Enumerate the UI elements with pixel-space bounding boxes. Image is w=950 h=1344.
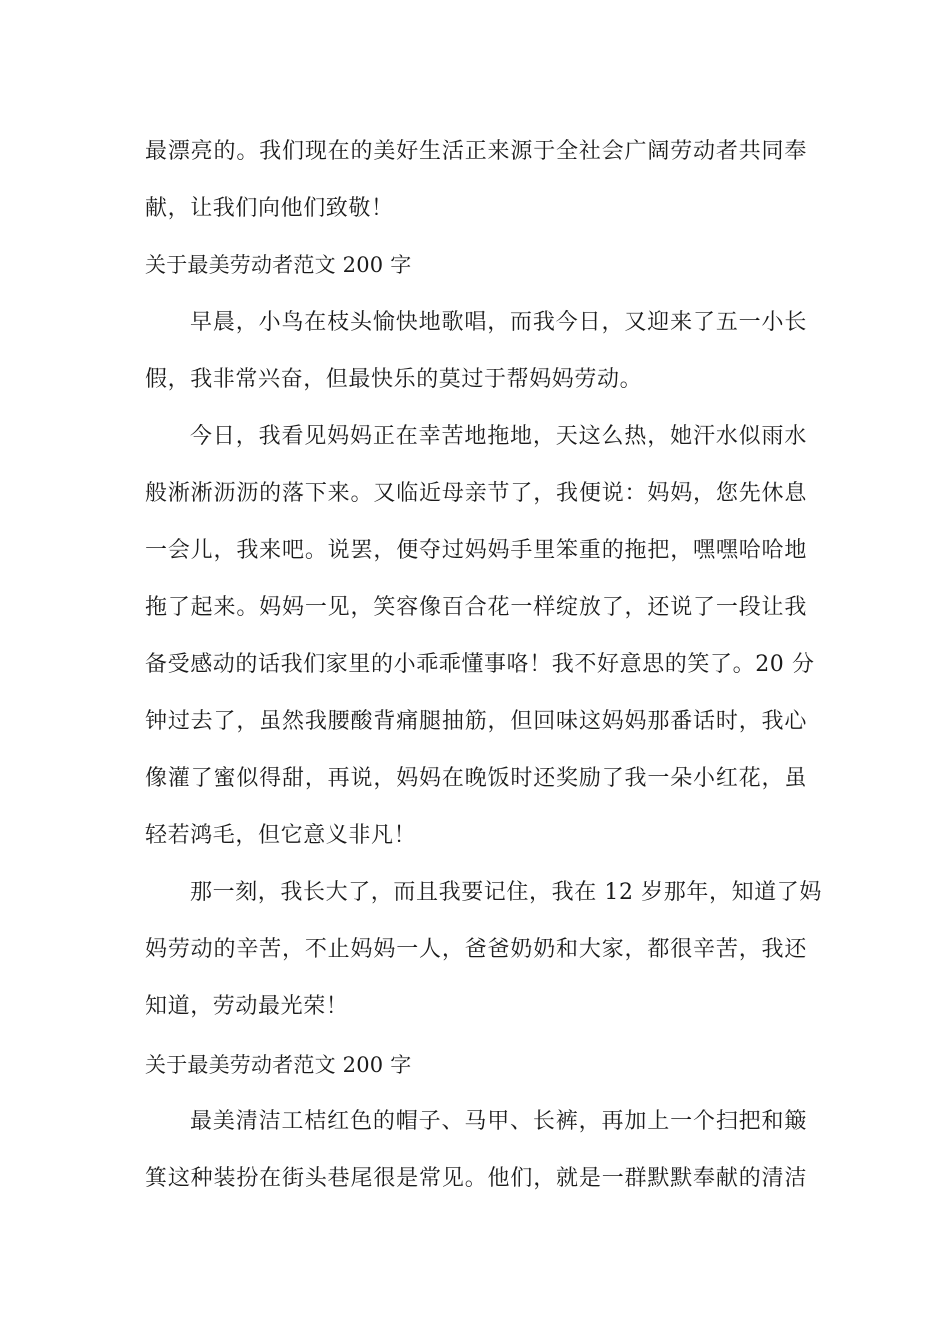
paragraph-line: 钟过去了，虽然我腰酸背痛腿抽筋，但回味这妈妈那番话时，我心 [145,709,807,734]
paragraph-line: 一会儿，我来吧。说罢，便夺过妈妈手里笨重的拖把，嘿嘿哈哈地 [145,538,807,563]
section-heading: 关于最美劳动者范文 200 字 [145,1053,412,1077]
paragraph-line: 备受感动的话我们家里的小乖乖懂事咯！我不好意思的笑了。20 分 [145,652,815,677]
paragraph-line: 像灌了蜜似得甜，再说，妈妈在晚饭时还奖励了我一朵小红花，虽 [145,766,807,791]
paragraph-line: 最美清洁工桔红色的帽子、马甲、长裤，再加上一个扫把和簸 [190,1109,807,1134]
paragraph-line: 轻若鸿毛，但它意义非凡！ [145,823,417,848]
paragraph-line: 早晨，小鸟在枝头愉快地歌唱，而我今日，又迎来了五一小长 [190,310,807,335]
section-heading: 关于最美劳动者范文 200 字 [145,253,412,277]
paragraph-line: 妈劳动的辛苦，不止妈妈一人，爸爸奶奶和大家，都很辛苦，我还 [145,937,807,962]
paragraph-line: 箕这种装扮在街头巷尾很是常见。他们，就是一群默默奉献的清洁 [145,1166,807,1191]
paragraph-line: 知道，劳动最光荣！ [145,994,349,1019]
paragraph-line: 最漂亮的。我们现在的美好生活正来源于全社会广阔劳动者共同奉 [145,139,807,164]
paragraph-line: 般淅淅沥沥的落下来。又临近母亲节了，我便说：妈妈，您先休息 [145,481,807,506]
paragraph-line: 献，让我们向他们致敬！ [145,196,394,221]
paragraph-line: 今日，我看见妈妈正在幸苦地拖地，天这么热，她汗水似雨水 [190,424,807,449]
paragraph-line: 假，我非常兴奋，但最快乐的莫过于帮妈妈劳动。 [145,367,643,392]
paragraph-line: 那一刻，我长大了，而且我要记住，我在 12 岁那年，知道了妈 [190,880,822,905]
paragraph-line: 拖了起来。妈妈一见，笑容像百合花一样绽放了，还说了一段让我 [145,595,807,620]
